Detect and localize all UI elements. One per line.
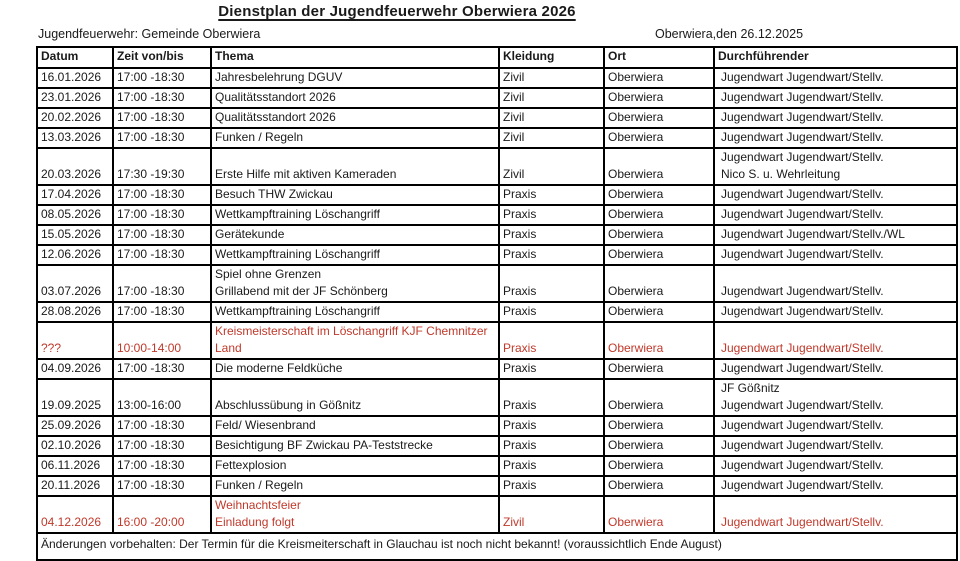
header-datum: Datum <box>37 47 113 68</box>
cell-zeit: 16:00 -20:00 <box>113 496 211 533</box>
cell-durchfuehrender: Jugendwart Jugendwart/Stellv. <box>714 245 957 265</box>
cell-ort: Oberwiera <box>604 128 714 148</box>
cell-kleidung: Praxis <box>499 205 604 225</box>
cell-thema: Wettkampftraining Löschangriff <box>211 205 499 225</box>
cell-thema: Qualitätsstandort 2026 <box>211 108 499 128</box>
cell-datum: 16.01.2026 <box>37 68 113 88</box>
date-line: Oberwiera,den 26.12.2025 <box>655 27 804 41</box>
cell-durchfuehrender: Jugendwart Jugendwart/Stellv. <box>714 359 957 379</box>
cell-kleidung: Zivil <box>499 148 604 185</box>
cell-datum: 04.12.2026 <box>37 496 113 533</box>
cell-ort: Oberwiera <box>604 205 714 225</box>
cell-zeit: 17:00 -18:30 <box>113 302 211 322</box>
cell-durchfuehrender: Jugendwart Jugendwart/Stellv. <box>714 265 957 302</box>
cell-kleidung: Zivil <box>499 108 604 128</box>
cell-ort: Oberwiera <box>604 68 714 88</box>
table-row <box>37 205 957 225</box>
cell-durchfuehrender: Jugendwart Jugendwart/Stellv. <box>714 456 957 476</box>
cell-durchfuehrender: Jugendwart Jugendwart/Stellv. <box>714 476 957 496</box>
cell-kleidung: Praxis <box>499 476 604 496</box>
cell-datum: 25.09.2026 <box>37 416 113 436</box>
table-row <box>37 436 957 456</box>
cell-ort: Oberwiera <box>604 88 714 108</box>
table-row <box>37 456 957 476</box>
cell-durchfuehrender: Jugendwart Jugendwart/Stellv. <box>714 436 957 456</box>
page-title: Dienstplan der Jugendfeuerwehr Oberwiera 2026 <box>218 3 576 20</box>
cell-ort: Oberwiera <box>604 265 714 302</box>
cell-thema: Fettexplosion <box>211 456 499 476</box>
cell-datum: 02.10.2026 <box>37 436 113 456</box>
table-footer <box>37 533 957 560</box>
cell-kleidung: Praxis <box>499 379 604 416</box>
table-row <box>37 108 957 128</box>
table-row <box>37 185 957 205</box>
cell-kleidung: Praxis <box>499 359 604 379</box>
cell-durchfuehrender: Jugendwart Jugendwart/Stellv. <box>714 322 957 359</box>
cell-durchfuehrender: Jugendwart Jugendwart/Stellv. <box>714 416 957 436</box>
cell-zeit: 17:30 -19:30 <box>113 148 211 185</box>
cell-zeit: 17:00 -18:30 <box>113 68 211 88</box>
cell-thema: Jahresbelehrung DGUV <box>211 68 499 88</box>
footer-note: Änderungen vorbehalten: Der Termin für die Kreismeiterschaft in Glauchau ist noch nicht bekannt! (voraussichtlich Ende August) <box>37 533 957 560</box>
table-row <box>37 416 957 436</box>
organization-line: Jugendfeuerwehr: Gemeinde Oberwiera <box>38 27 261 41</box>
cell-thema: Qualitätsstandort 2026 <box>211 88 499 108</box>
cell-durchfuehrender: Jugendwart Jugendwart/Stellv. Nico S. u. Wehrleitung <box>714 148 957 185</box>
cell-zeit: 10:00-14:00 <box>113 322 211 359</box>
cell-kleidung: Zivil <box>499 128 604 148</box>
cell-datum: 19.09.2025 <box>37 379 113 416</box>
cell-ort: Oberwiera <box>604 302 714 322</box>
cell-ort: Oberwiera <box>604 476 714 496</box>
duty-plan-table <box>36 46 958 561</box>
table-row <box>37 302 957 322</box>
cell-zeit: 13:00-16:00 <box>113 379 211 416</box>
cell-kleidung: Praxis <box>499 456 604 476</box>
table-row <box>37 68 957 88</box>
table-row <box>37 265 957 302</box>
table-row <box>37 245 957 265</box>
header-thema: Thema <box>211 47 499 68</box>
cell-ort: Oberwiera <box>604 322 714 359</box>
cell-zeit: 17:00 -18:30 <box>113 416 211 436</box>
cell-kleidung: Praxis <box>499 225 604 245</box>
cell-ort: Oberwiera <box>604 245 714 265</box>
cell-durchfuehrender: Jugendwart Jugendwart/Stellv. <box>714 128 957 148</box>
cell-durchfuehrender: Jugendwart Jugendwart/Stellv. <box>714 108 957 128</box>
cell-kleidung: Zivil <box>499 496 604 533</box>
cell-ort: Oberwiera <box>604 416 714 436</box>
cell-zeit: 17:00 -18:30 <box>113 245 211 265</box>
cell-thema: Funken / Regeln <box>211 128 499 148</box>
cell-kleidung: Praxis <box>499 185 604 205</box>
table-row <box>37 359 957 379</box>
cell-datum: 28.08.2026 <box>37 302 113 322</box>
cell-kleidung: Zivil <box>499 88 604 108</box>
table-row <box>37 496 957 533</box>
table-row <box>37 128 957 148</box>
cell-durchfuehrender: Jugendwart Jugendwart/Stellv. <box>714 302 957 322</box>
cell-durchfuehrender: Jugendwart Jugendwart/Stellv. <box>714 496 957 533</box>
cell-zeit: 17:00 -18:30 <box>113 128 211 148</box>
cell-zeit: 17:00 -18:30 <box>113 88 211 108</box>
cell-ort: Oberwiera <box>604 148 714 185</box>
cell-datum: 17.04.2026 <box>37 185 113 205</box>
table-row <box>37 225 957 245</box>
cell-thema: Erste Hilfe mit aktiven Kameraden <box>211 148 499 185</box>
cell-zeit: 17:00 -18:30 <box>113 436 211 456</box>
cell-datum: 23.01.2026 <box>37 88 113 108</box>
cell-thema: Weihnachtsfeier Einladung folgt <box>211 496 499 533</box>
cell-ort: Oberwiera <box>604 379 714 416</box>
cell-ort: Oberwiera <box>604 225 714 245</box>
cell-zeit: 17:00 -18:30 <box>113 205 211 225</box>
cell-kleidung: Praxis <box>499 436 604 456</box>
table-row <box>37 476 957 496</box>
cell-ort: Oberwiera <box>604 456 714 476</box>
cell-thema: Die moderne Feldküche <box>211 359 499 379</box>
cell-thema: Funken / Regeln <box>211 476 499 496</box>
cell-thema: Feld/ Wiesenbrand <box>211 416 499 436</box>
cell-thema: Wettkampftraining Löschangriff <box>211 245 499 265</box>
header-row <box>37 47 957 68</box>
cell-datum: 06.11.2026 <box>37 456 113 476</box>
cell-zeit: 17:00 -18:30 <box>113 476 211 496</box>
cell-ort: Oberwiera <box>604 185 714 205</box>
cell-zeit: 17:00 -18:30 <box>113 225 211 245</box>
cell-ort: Oberwiera <box>604 436 714 456</box>
cell-datum: 20.11.2026 <box>37 476 113 496</box>
header-kleidung: Kleidung <box>499 47 604 68</box>
cell-durchfuehrender: Jugendwart Jugendwart/Stellv./WL <box>714 225 957 245</box>
cell-durchfuehrender: Jugendwart Jugendwart/Stellv. <box>714 185 957 205</box>
cell-kleidung: Praxis <box>499 265 604 302</box>
cell-kleidung: Zivil <box>499 68 604 88</box>
table-row <box>37 322 957 359</box>
cell-zeit: 17:00 -18:30 <box>113 265 211 302</box>
cell-durchfuehrender: JF Gößnitz Jugendwart Jugendwart/Stellv. <box>714 379 957 416</box>
cell-thema: Abschlussübung in Gößnitz <box>211 379 499 416</box>
cell-datum: 08.05.2026 <box>37 205 113 225</box>
header-ort: Ort <box>604 47 714 68</box>
cell-thema: Wettkampftraining Löschangriff <box>211 302 499 322</box>
cell-kleidung: Praxis <box>499 302 604 322</box>
cell-datum: 03.07.2026 <box>37 265 113 302</box>
cell-datum: 04.09.2026 <box>37 359 113 379</box>
cell-zeit: 17:00 -18:30 <box>113 359 211 379</box>
cell-zeit: 17:00 -18:30 <box>113 456 211 476</box>
cell-datum: ??? <box>37 322 113 359</box>
cell-kleidung: Praxis <box>499 416 604 436</box>
cell-durchfuehrender: Jugendwart Jugendwart/Stellv. <box>714 68 957 88</box>
table-header <box>37 47 957 68</box>
cell-ort: Oberwiera <box>604 108 714 128</box>
table-row <box>37 379 957 416</box>
cell-kleidung: Praxis <box>499 245 604 265</box>
cell-datum: 15.05.2026 <box>37 225 113 245</box>
cell-zeit: 17:00 -18:30 <box>113 108 211 128</box>
cell-thema: Spiel ohne Grenzen Grillabend mit der JF Schönberg <box>211 265 499 302</box>
cell-datum: 20.02.2026 <box>37 108 113 128</box>
cell-datum: 12.06.2026 <box>37 245 113 265</box>
cell-ort: Oberwiera <box>604 496 714 533</box>
cell-ort: Oberwiera <box>604 359 714 379</box>
cell-thema: Besichtigung BF Zwickau PA-Teststrecke <box>211 436 499 456</box>
table-row <box>37 88 957 108</box>
cell-zeit: 17:00 -18:30 <box>113 185 211 205</box>
cell-kleidung: Praxis <box>499 322 604 359</box>
header-zeit: Zeit von/bis <box>113 47 211 68</box>
table-row <box>37 148 957 185</box>
cell-datum: 20.03.2026 <box>37 148 113 185</box>
cell-thema: Gerätekunde <box>211 225 499 245</box>
cell-durchfuehrender: Jugendwart Jugendwart/Stellv. <box>714 205 957 225</box>
cell-durchfuehrender: Jugendwart Jugendwart/Stellv. <box>714 88 957 108</box>
cell-thema: Besuch THW Zwickau <box>211 185 499 205</box>
note-row <box>37 533 957 560</box>
table-body <box>37 68 957 533</box>
cell-thema: Kreismeisterschaft im Löschangriff KJF Chemnitzer Land <box>211 322 499 359</box>
header-durchfuehrender: Durchführender <box>714 47 957 68</box>
cell-datum: 13.03.2026 <box>37 128 113 148</box>
